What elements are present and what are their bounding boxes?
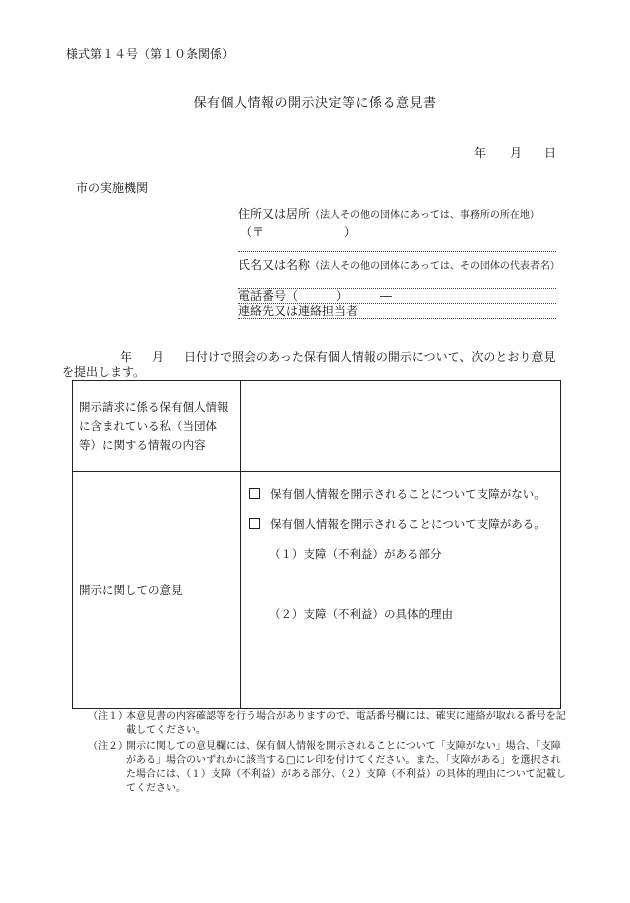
address-row: [238, 206, 556, 223]
contact-label: 連絡先又は連絡担当者: [238, 304, 359, 318]
note-2-text: 開示に関しての意見欄には、保有個人情報を開示されることについて「支障がない」場合、「支障がある」場合のいずれかに該当する□にレ印を付けてください。また、「支障がある」を選択された場合には、（１）支障（不利益）がある部分、（２）支障（不利益）の具体的理由について記載してください。: [126, 741, 566, 794]
recipient: 市の実施機関: [76, 181, 149, 195]
phone-field[interactable]: [238, 289, 556, 304]
notes: [88, 710, 566, 798]
opinion-table: [72, 380, 561, 709]
intro-text: 日付けで照会のあった保有個人情報の開示について、次のとおり意見を提出します。: [62, 350, 556, 379]
info-content-label: 開示請求に係る保有個人情報に含まれている私（当団体等）に関する情報の内容: [73, 381, 241, 472]
applicant-block: [238, 206, 560, 319]
address-label: 住所又は居所: [238, 207, 311, 221]
date-day-label: 日: [544, 146, 557, 160]
contact-field[interactable]: [238, 304, 556, 319]
name-row: [238, 254, 560, 278]
table-row: [73, 381, 561, 472]
address-field[interactable]: [238, 223, 556, 252]
opinion-label: 開示に関しての意見: [73, 472, 241, 709]
option-has-problem: [249, 516, 546, 532]
option-has-problem-label: 保有個人情報を開示されることについて支障がある。: [270, 517, 546, 531]
phone-label: 電話番号（: [238, 289, 299, 303]
checkbox-has-problem[interactable]: [249, 518, 260, 529]
info-content-field[interactable]: [241, 381, 561, 472]
phone-paren-close: ）: [336, 289, 349, 303]
address-note: （法人その他の団体にあっては、事務所の所在地）: [310, 210, 540, 221]
intro-paragraph: [62, 350, 562, 380]
specific-reason-label: （２）支障（不利益）の具体的理由: [269, 607, 453, 621]
date-year-label: 年: [474, 146, 487, 160]
intro-month: 月: [152, 350, 165, 364]
date-month-label: 月: [510, 146, 523, 160]
name-field[interactable]: [238, 278, 556, 289]
note-2: [88, 740, 566, 796]
postal-close: ）: [344, 225, 357, 239]
option-no-problem-label: 保有個人情報を開示されることについて支障がない。: [270, 487, 546, 501]
note-2-mark: （注２）: [88, 741, 128, 752]
form-number: 様式第１４号（第１０条関係）: [66, 47, 235, 61]
note-1-mark: （注１）: [88, 711, 128, 722]
option-no-problem: [249, 486, 546, 502]
table-row: [73, 472, 561, 709]
intro-year: 年: [120, 350, 133, 364]
opinion-field: [241, 472, 561, 709]
postal-open: （〒: [240, 225, 265, 239]
note-1: [88, 710, 566, 738]
affected-part-label: （１）支障（不利益）がある部分: [269, 547, 442, 561]
checkbox-no-problem[interactable]: [249, 488, 260, 499]
document-title: 保有個人情報の開示決定等に係る意見書: [193, 96, 437, 111]
name-note: （法人その他の団体にあっては、その団体の代表者名）: [310, 261, 560, 272]
note-1-text: 本意見書の内容確認等を行う場合がありますので、電話番号欄には、確実に連絡が取れる番号を記載してください。: [126, 711, 566, 736]
phone-dash: ―: [380, 289, 392, 303]
name-label: 氏名又は名称: [238, 258, 311, 272]
